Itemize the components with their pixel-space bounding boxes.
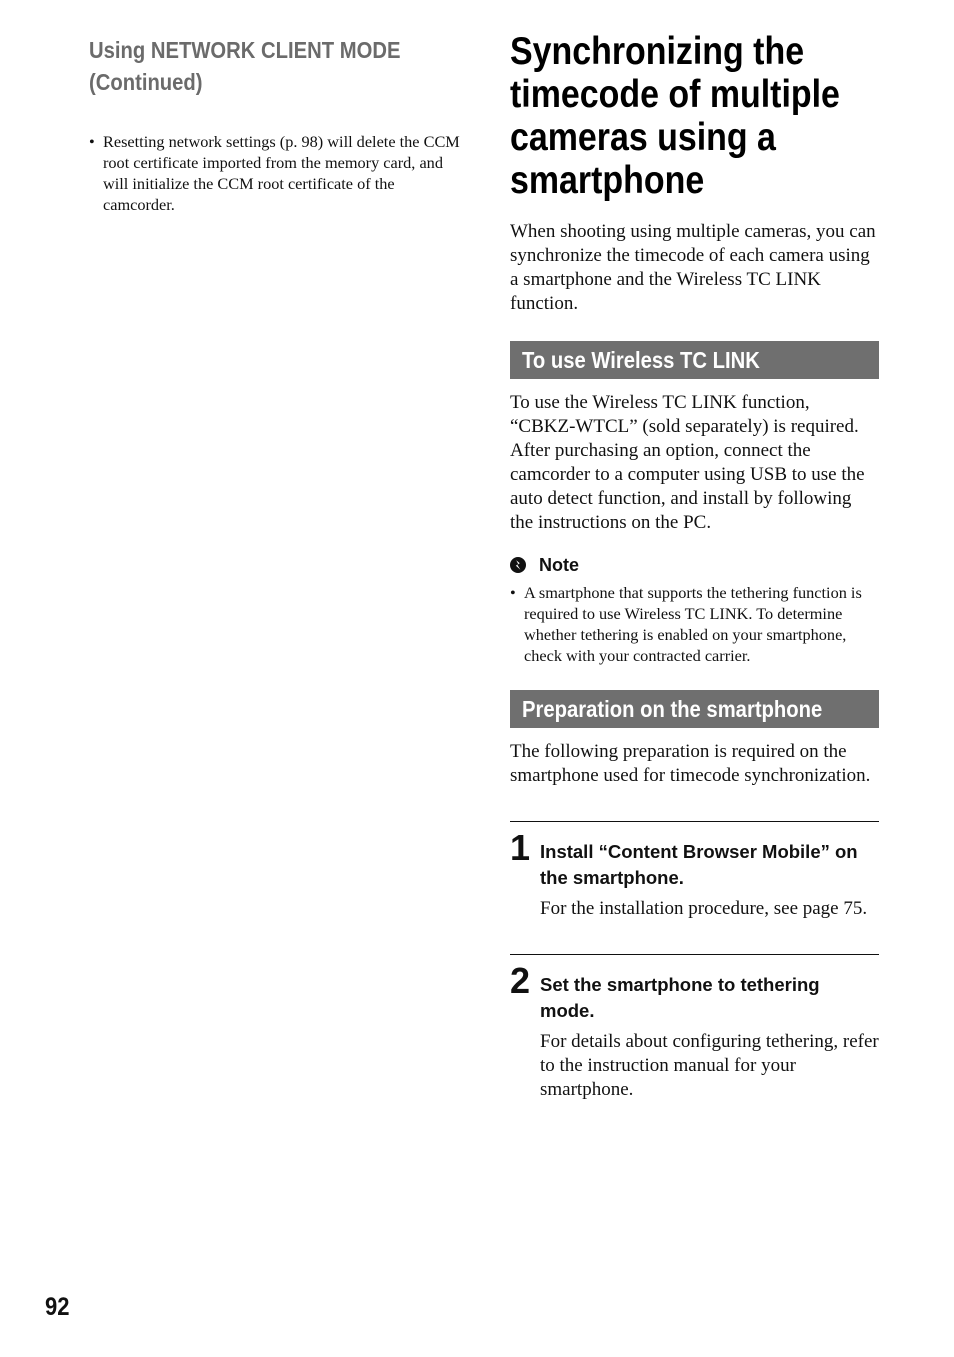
note-icon: [510, 557, 526, 573]
section-heading-text: To use Wireless TC LINK: [522, 347, 760, 373]
section1-paragraph-1: To use the Wireless TC LINK function, “CBKZ-WTCL” (sold separately) is required.: [510, 392, 859, 437]
page-title-line: smartphone: [510, 159, 705, 202]
step-body: For details about configuring tethering, refer to the instruction manual for your smartphone.: [540, 1031, 879, 1100]
note-label: Note: [539, 555, 579, 575]
section-heading-preparation: [510, 690, 879, 728]
section-heading-text: Preparation on the smartphone: [522, 696, 823, 722]
note-heading: [510, 553, 879, 577]
page-title-line: timecode of multiple: [510, 73, 840, 116]
section2-paragraph: The following preparation is required on the smartphone used for timecode synchronization.: [510, 741, 871, 786]
left-column: [89, 34, 464, 215]
step-title: Set the smartphone to tethering mode.: [540, 974, 820, 1021]
left-bullet-list: [89, 131, 464, 215]
list-item: • A smartphone that supports the tethering function is required to use Wireless TC LINK. To determine whether tethering is enabled on your smartphone, check with your contracted carrier.: [510, 582, 879, 666]
step-title: Install “Content Browser Mobile” on the smartphone.: [540, 841, 858, 888]
page-title-line: Synchronizing the: [510, 30, 805, 73]
step-2: [510, 954, 879, 1102]
running-head: [89, 34, 419, 98]
intro-paragraph: When shooting using multiple cameras, you can synchronize the timecode of each camera using a smartphone and the Wireless TC LINK function.: [510, 221, 876, 314]
right-column: [510, 30, 879, 1102]
section-heading-wireless-tc-link: [510, 341, 879, 379]
list-item: • Resetting network settings (p. 98) will delete the CCM root certificate imported from the memory card, and will initialize the CCM root certificate of the camcorder.: [89, 131, 464, 215]
step-body: For the installation procedure, see page 75.: [540, 898, 868, 919]
running-head-line-2: (Continued): [89, 69, 203, 95]
note-bullet-list: [510, 582, 879, 666]
section1-paragraph-2: After purchasing an option, connect the camcorder to a computer using USB to use the auto detect function, and install by following the instructions on the PC.: [510, 440, 865, 533]
step-1: [510, 821, 879, 921]
running-head-line-1: Using NETWORK CLIENT MODE: [89, 37, 401, 63]
page-title: [510, 30, 840, 202]
step-number: 1: [510, 827, 531, 868]
page-number: 92: [45, 1293, 70, 1321]
step-number: 2: [510, 960, 531, 1001]
page-title-line: cameras using a: [510, 116, 776, 159]
